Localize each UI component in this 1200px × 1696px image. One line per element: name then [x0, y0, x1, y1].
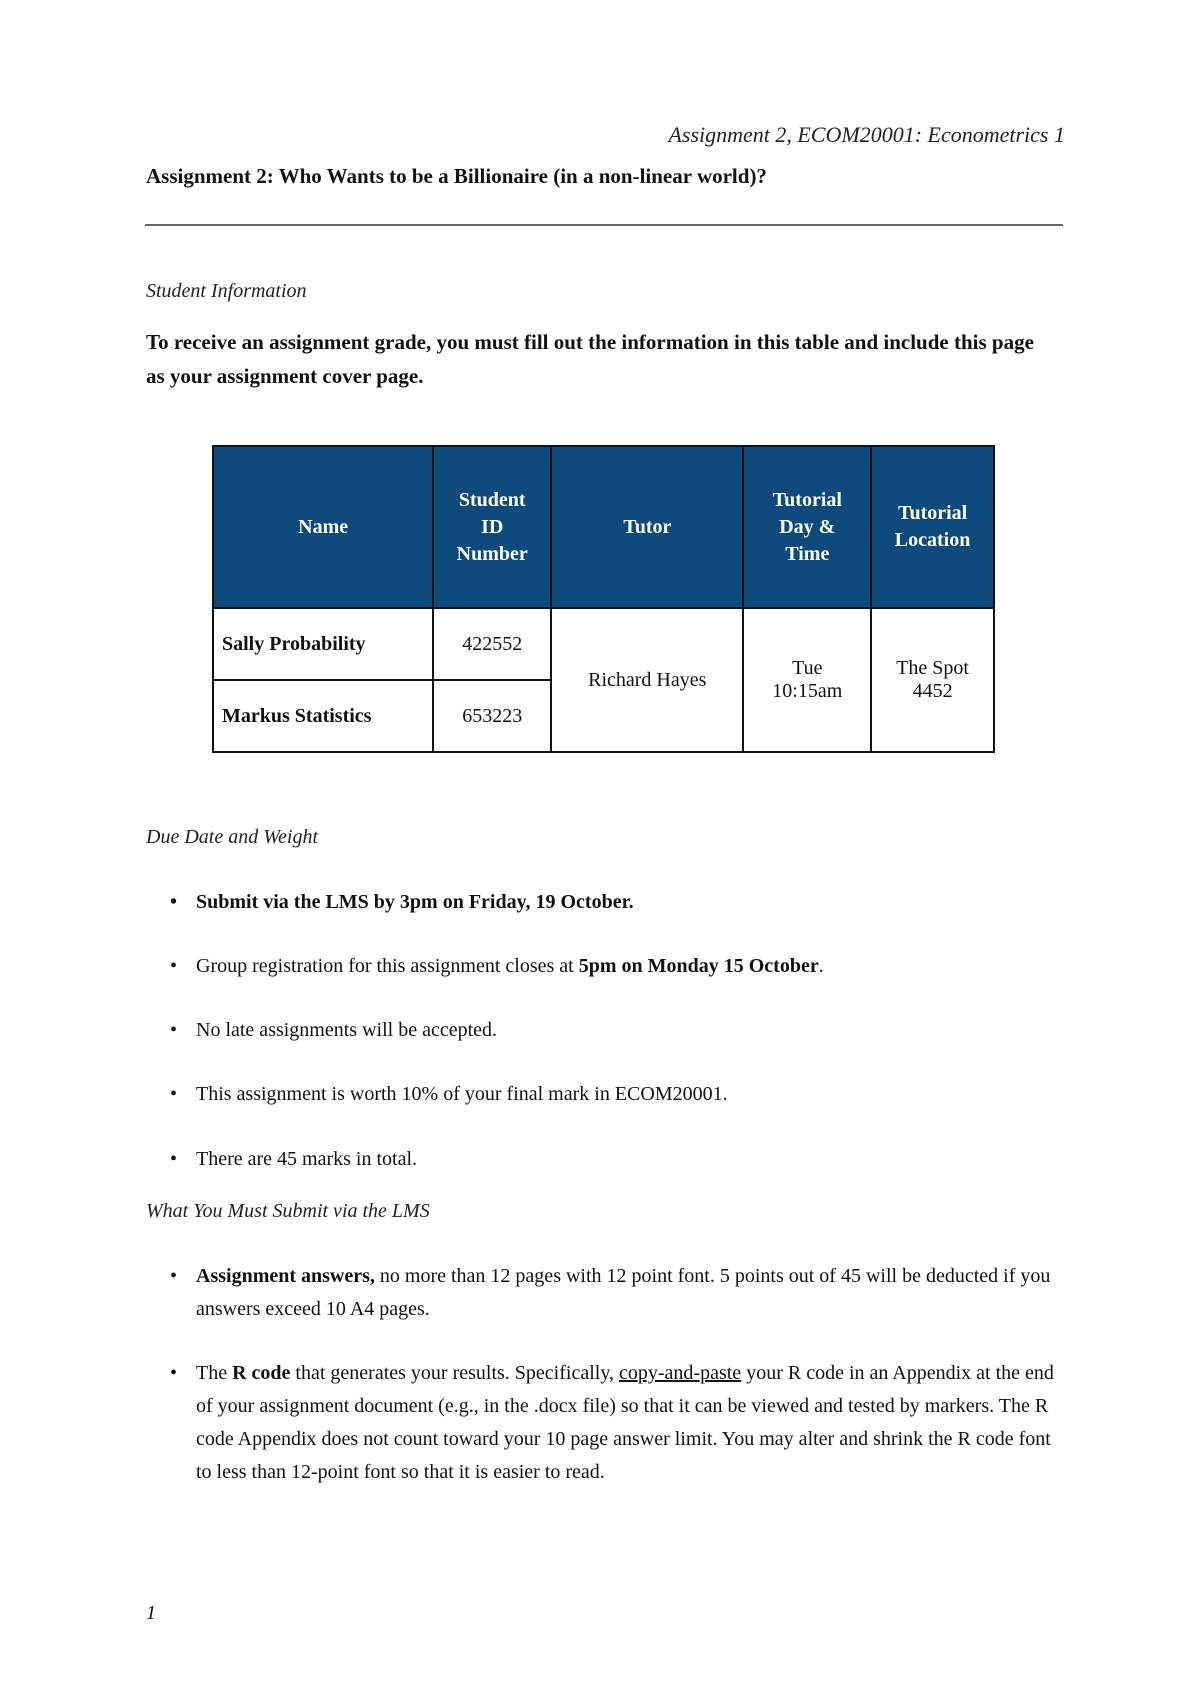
student-info-table: [212, 445, 995, 753]
due-date-list: [146, 950, 1066, 983]
list-item-text: .: [818, 955, 824, 977]
due-date-list: [146, 886, 1066, 919]
list-item: [146, 1357, 1066, 1489]
list-item-text: The: [196, 1362, 233, 1384]
instruction-text: To receive an assignment grade, you must fill out the information in this table and include this page as your assignment cover page.: [146, 330, 1034, 388]
list-item-text: There are 45 marks in total.: [196, 1148, 418, 1170]
list-item-bold: R code: [232, 1362, 291, 1384]
list-item-text: No late assignments will be accepted.: [196, 1019, 498, 1041]
list-item-text: that generates your results. Specifically,: [290, 1362, 620, 1384]
list-item-text: no more than 12 pages with 12 point font. 5 points out of 45 will be deducted if you answers exceed 10 A4 pages.: [196, 1265, 1051, 1320]
header-tutorial-location: [871, 446, 994, 608]
list-item: [146, 1260, 1066, 1326]
list-item-bold: 5pm on Monday 15 October: [578, 955, 819, 977]
list-item-bold: Assignment answers,: [196, 1265, 375, 1287]
section-heading-due-date: Due Date and Weight: [146, 826, 319, 848]
list-item-text: This assignment is worth 10% of your final mark in ECOM20001.: [196, 1083, 728, 1105]
list-item: [146, 1143, 1066, 1176]
section-heading-what-to-submit: What You Must Submit via the LMS: [146, 1200, 430, 1222]
tutorial-time: 10:15am: [772, 680, 843, 702]
running-header: Assignment 2, ECOM20001: Econometrics 1: [668, 122, 1065, 147]
student-id-cell: 422552: [433, 608, 551, 680]
location-line: The Spot: [896, 657, 969, 679]
header-tutorial-day-time: [743, 446, 871, 608]
student-name-cell: Sally Probability: [213, 608, 433, 680]
table-row: [213, 608, 994, 680]
table-header-row: [213, 446, 994, 608]
list-item: [146, 886, 1066, 919]
header-line: Time: [785, 542, 830, 565]
list-item: [146, 1078, 1066, 1111]
submit-list: [146, 1260, 1066, 1326]
underlined-text: copy-and-paste: [619, 1362, 742, 1384]
list-item-text: Group registration for this assignment closes at: [196, 955, 579, 977]
header-student-id: [433, 446, 551, 608]
tutorial-day-time-cell: [743, 608, 871, 752]
header-line: Number: [456, 542, 528, 565]
list-item-text: your R code in an Appendix at the end of your assignment document (e.g., in the .docx file) so that it can be viewed and tested by markers. The R code Appendix does not count toward your 10 page answer limit. You may alter and shrink the R code font to less than 12-point font so that it is easier to read.: [196, 1362, 1054, 1483]
due-date-list: [146, 1143, 1066, 1176]
header-line: Student: [458, 488, 526, 511]
due-date-list: [146, 1078, 1066, 1111]
tutorial-location-cell: [871, 608, 994, 752]
list-item: [146, 950, 1066, 983]
section-heading-student-info: Student Information: [146, 280, 307, 302]
tutor-cell: Richard Hayes: [551, 608, 743, 752]
location-line: 4452: [912, 680, 953, 702]
header-line: Tutorial: [772, 488, 842, 511]
header-line: Location: [894, 529, 971, 551]
student-id-cell: 653223: [433, 680, 551, 752]
list-item: [146, 1014, 1066, 1047]
header-line: ID: [481, 515, 504, 538]
header-name: Name: [213, 446, 433, 608]
horizontal-rule: [145, 224, 1063, 226]
due-date-list: [146, 1014, 1066, 1047]
student-name-cell: Markus Statistics: [213, 680, 433, 752]
header-tutor: Tutor: [551, 446, 743, 608]
submit-list: [146, 1357, 1066, 1489]
document-title: Assignment 2: Who Wants to be a Billionaire (in a non-linear world)?: [146, 164, 767, 188]
tutorial-day: Tue: [792, 657, 823, 679]
header-line: Day &: [779, 515, 836, 538]
header-line: Tutorial: [897, 502, 968, 524]
page-number: 1: [146, 1602, 156, 1624]
list-item-text: Submit via the LMS by 3pm on Friday, 19 October.: [196, 891, 634, 913]
